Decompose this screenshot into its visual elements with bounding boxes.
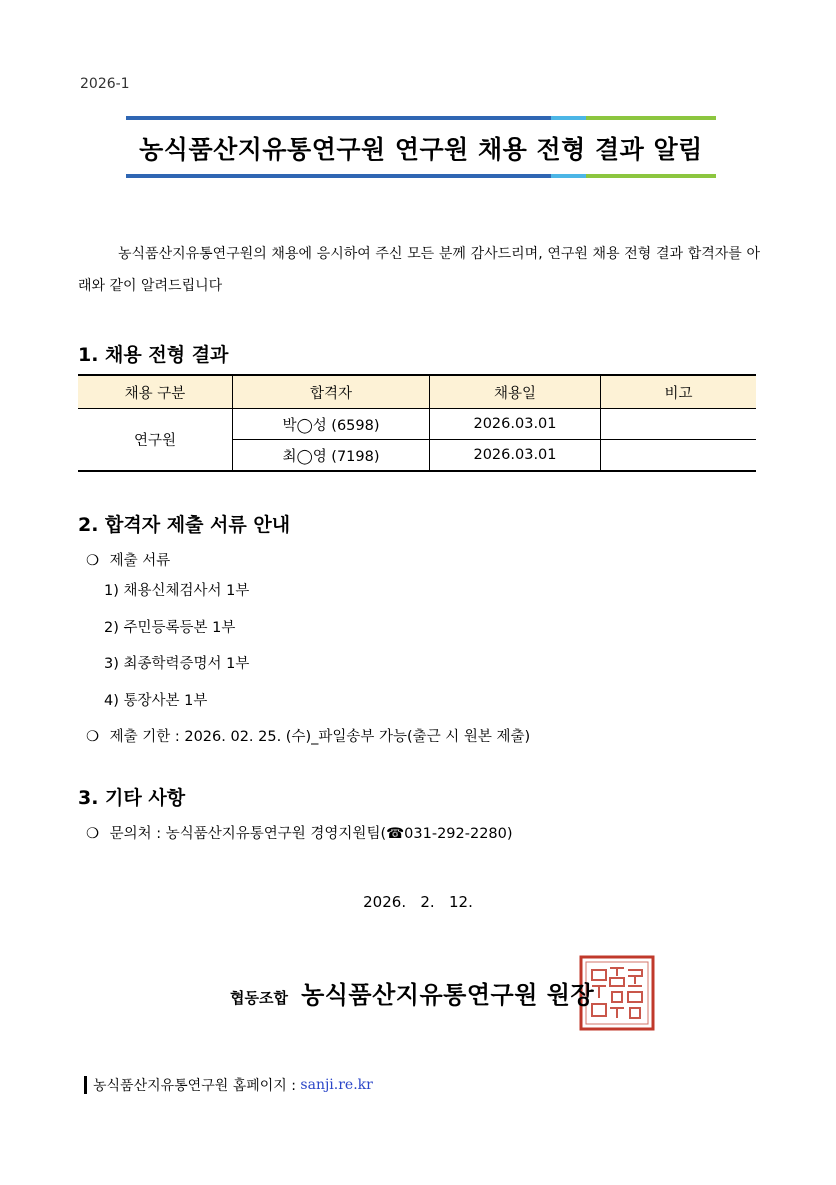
table-row [78, 409, 756, 440]
bullet-icon: ❍ [86, 826, 99, 842]
category-cell: 연구원 [78, 409, 233, 472]
intro-text: 농식품산지유통연구원의 채용에 응시하여 주신 모든 분께 감사드리며, 연구원 채용 전형 결과 합격자를 아래와 같이 알려드립니다 [78, 246, 760, 294]
section3-heading: 3. 기타 사항 [78, 787, 186, 809]
footer-bar [84, 1076, 87, 1094]
issue-date: 2026. 2. 12. [363, 893, 473, 911]
contact-bullet [86, 822, 513, 843]
column-header: 합격자 [233, 375, 430, 409]
org-type: 협동조합 [230, 989, 288, 1007]
title-bottom-bar [126, 174, 716, 178]
list-item: 4) 통장사본 1부 [104, 693, 208, 709]
column-header: 채용일 [430, 375, 601, 409]
docs-label: 제출 서류 [109, 553, 171, 569]
homepage-link[interactable]: sanji.re.kr [300, 1077, 373, 1093]
title-box [126, 116, 716, 178]
bullet-icon: ❍ [86, 553, 99, 569]
column-header: 채용 구분 [78, 375, 233, 409]
list-item: 3) 최종학력증명서 1부 [104, 656, 250, 672]
section2-heading: 2. 합격자 제출 서류 안내 [78, 514, 291, 536]
note-cell [601, 409, 757, 440]
bullet-icon: ❍ [86, 729, 99, 745]
candidate-cell: 박◯성 (6598) [233, 409, 430, 440]
date-cell: 2026.03.01 [430, 440, 601, 472]
date-cell: 2026.03.01 [430, 409, 601, 440]
document-number: 2026-1 [80, 76, 130, 92]
list-item: 2) 주민등록등본 1부 [104, 620, 236, 636]
contact-text: 문의처 : 농식품산지유통연구원 경영지원팀(☎031-292-2280) [109, 826, 513, 842]
intro-paragraph [78, 238, 760, 302]
table-header-row [78, 375, 756, 409]
title-top-bar [126, 116, 716, 120]
deadline-bullet [86, 725, 530, 746]
result-table [78, 374, 756, 472]
note-cell [601, 440, 757, 472]
deadline-text: 제출 기한 : 2026. 02. 25. (수)_파일송부 가능(출근 시 원본 제출) [109, 729, 531, 745]
column-header: 비고 [601, 375, 757, 409]
footer-label: 농식품산지유통연구원 홈페이지 : [93, 1078, 301, 1094]
signature [230, 975, 594, 1010]
page-title: 농식품산지유통연구원 연구원 채용 전형 결과 알림 [139, 135, 703, 164]
docs-bullet [86, 549, 170, 570]
footer [84, 1075, 373, 1095]
signatory: 농식품산지유통연구원 원장 [301, 981, 595, 1009]
candidate-cell: 최◯영 (7198) [233, 440, 430, 472]
list-item: 1) 채용신체검사서 1부 [104, 583, 250, 599]
section1-heading: 1. 채용 전형 결과 [78, 344, 229, 366]
